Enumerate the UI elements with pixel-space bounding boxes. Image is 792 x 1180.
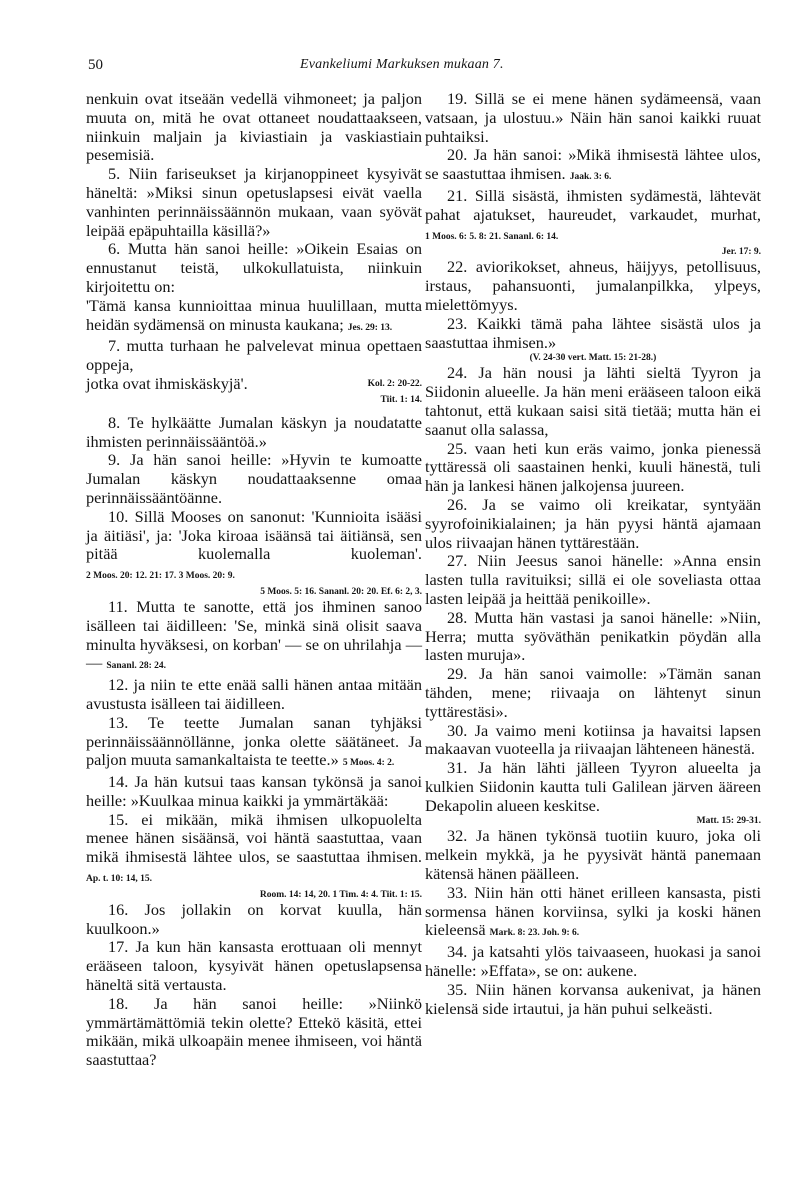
cross-reference: Mark. 8: 23. Joh. 9: 6. [489, 928, 580, 939]
quotation-line: jotka ovat ihmiskäskyjä'. Kol. 2: 20-22. [86, 373, 422, 393]
verse-7: 7. mutta turhaan he palvelevat minua opettaen oppeja, [86, 336, 422, 375]
verse-18: 18. Ja hän sanoi heille: »Niinkö ymmärtämättömiä tekin olette? Ettekö käsitä, ettei mikään, mikä ulkoapäin menee ihmiseen, voi häntä saastuttaa? [86, 993, 422, 1070]
verse-33: 33. Niin hän otti hänet erilleen kansasta, pisti sormensa hänen korviinsa, sylki ja koski hänen kieleensä Mark. 8: 23. Joh. 9: 6. [425, 882, 761, 940]
verse-34: 34. ja katsahti ylös taivaaseen, huokasi ja sanoi hänelle: »Effata», se on: aukene. [425, 942, 761, 981]
running-title: Evankeliumi Markuksen mukaan 7. [300, 57, 504, 72]
cross-reference: Jer. 17: 9. [721, 247, 761, 258]
verse-30: 30. Ja vaimo meni kotiinsa ja havaitsi lapsen makaavan vuoteella ja riivaajan lähteneen hänestä. [425, 720, 761, 759]
verse-13: 13. Te teette Jumalan sanan tyhjäksi perinnäissäännöllänne, jonka olette säätäneet. Ja paljon muuta samankaltaista te teette.» 5 Moos. 4: 2. [86, 712, 422, 770]
cross-reference: Kol. 2: 20-22. [367, 378, 422, 389]
verse-23: 23. Kaikki tämä paha lähtee sisästä ulos ja saastuttaa ihmisen.» [425, 313, 761, 352]
verse-10: 10. Sillä Mooses on sanonut: 'Kunnioita isääsi ja äitiäsi', ja: 'Joka kiroaa isäänsä tai äitiänsä, sen pitää kuolemalla kuoleman'. 2 Moos. 20: 12. 21: 17. 3 Moos. 20: 9. [86, 506, 422, 582]
cross-reference: Matt. 15: 29-31. [696, 816, 761, 827]
verse-16: 16. Jos jollakin on korvat kuulla, hän kuulkoon.» [86, 899, 422, 938]
verse-26: 26. Ja se vaimo oli kreikatar, syntyään syyrofoinikialainen; ja hän pyysi häntä ajamaan ulos riivaajan hänen tyttärestään. [425, 494, 761, 552]
verse-text: nenkuin ovat itseään vedellä vihmoneet; ja paljon muuta on, mitä he ovat ottaneet noudattaakseen, niinkuin maljain ja kiviastiain ja vaskiastiain pesemisiä. [86, 89, 422, 165]
quotation: 'Tämä kansa kunnioittaa minua huulillaan, mutta heidän sydämensä on minusta kaukana; Jes. 29: 13. [86, 295, 422, 334]
cross-reference: Ap. t. 10: 14, 15. [86, 874, 152, 885]
cross-reference: Tiit. 1: 14. [380, 394, 422, 405]
verse-14: 14. Ja hän kutsui taas kansan tykönsä ja sanoi heille: »Kuulkaa minua kaikki ja ymmärtäkää: [86, 772, 422, 810]
cross-reference: 5 Moos. 4: 2. [342, 758, 395, 769]
verse-32: 32. Ja hänen tykönsä tuotiin kuuro, joka oli melkein mykkä, ja he pyysivät häntä panemaan kätensä hänen päälleen. [425, 826, 761, 884]
verse-6: 6. Mutta hän sanoi heille: »Oikein Esaias on ennustanut teistä, ulkokullatuista, niinkuin kirjoitettu on: [86, 239, 422, 296]
verse-9: 9. Ja hän sanoi heille: »Hyvin te kumoatte Jumalan käskyn noudattaaksenne omaa perinnäissääntöänne. [86, 450, 422, 507]
left-column [86, 90, 422, 1070]
cross-reference: Sananl. 28: 24. [106, 661, 167, 672]
verse-5: 5. Niin fariseukset ja kirjanoppineet kysyivät häneltä: »Miksi sinun opetuslapsesi eivät vaella vanhinten perinnäissäännön mukaan, vaan syövät leipää epäpuhtailla käsillä?» [86, 164, 422, 240]
verse-27: 27. Niin Jeesus sanoi hänelle: »Anna ensin lasten tulla ravituiksi; sillä ei ole soveliasta ottaa lasten leipää ja heittää penikoille». [425, 551, 761, 608]
verse-35: 35. Niin hänen korvansa aukenivat, ja hänen kielensä side irtautui, ja hän puhui selkeästi. [425, 979, 761, 1018]
section-reference: (V. 24-30 vert. Matt. 15: 21-28.) [529, 353, 657, 364]
verse-21: 21. Sillä sisästä, ihmisten sydämestä, lähtevät pahat ajatukset, haureudet, varkaudet, murhat, 1 Moos. 6: 5. 8: 21. Sananl. 6: 14. [425, 185, 761, 242]
cross-reference: Jaak. 3: 6. [569, 172, 612, 183]
verse-11: 11. Mutta te sanotte, että jos ihminen sanoo isälleen tai äidilleen: 'Se, minkä sinä olisit saava minulta hyväksesi, on korban' — se on uhrilahja — — Sananl. 28: 24. [86, 596, 422, 673]
verse-24: 24. Ja hän nousi ja lähti sieltä Tyyron ja Siidonin alueelle. Ja hän meni erääseen taloon eikä tahtonut, että kukaan saisi sitä tietää; mutta hän ei saanut olla salassa, [425, 363, 761, 439]
verse-12: 12. ja niin te ette enää salli hänen antaa mitään avustusta isälleen tai äidilleen. [86, 675, 422, 713]
verse-20: 20. Ja hän sanoi: »Mikä ihmisestä lähtee ulos, se saastuttaa ihmisen. Jaak. 3: 6. [425, 145, 761, 184]
verse-29: 29. Ja hän sanoi vaimolle: »Tämän sanan tähden, mene; riivaaja on lähtenyt sinun tyttärestäsi». [425, 664, 761, 721]
verse-17: 17. Ja kun hän kansasta erottuaan oli mennyt erääseen taloon, kysyivät hänen opetuslapsensa häneltä sitä vertausta. [86, 937, 422, 995]
verse-22: 22. aviorikokset, ahneus, häijyys, petollisuus, irstaus, pahansuonti, jumalanpilkka, ylpeys, mielettömyys. [425, 257, 761, 314]
right-column [425, 90, 761, 1018]
verse-19: 19. Sillä se ei mene hänen sydämeensä, vaan vatsaan, ja ulostuu.» Näin hän sanoi kaikki ruuat puhtaiksi. [425, 89, 761, 146]
verse-28: 28. Mutta hän vastasi ja sanoi hänelle: »Niin, Herra; mutta syöväthän penikatkin pöydän alla lasten muruja». [425, 607, 761, 665]
cross-reference: 2 Moos. 20: 12. 21: 17. 3 Moos. 20: 9. [86, 571, 235, 582]
page-number: 50 [88, 57, 103, 73]
verse-15: 15. ei mikään, mikä ihmisen ulkopuolelta menee hänen sisäänsä, voi häntä saastuttaa, vaan mikä ihmisestä lähtee ulos, se saastuttaa ihmisen. Ap. t. 10: 14, 15. [86, 809, 422, 885]
cross-reference: Jes. 29: 13. [347, 322, 393, 333]
verse-31: 31. Ja hän lähti jälleen Tyyron alueelta ja kulkien Siidonin kautta tuli Galilean järven ääreen Dekapolin alueen keskitse. [425, 758, 761, 815]
cross-reference: 5 Moos. 5: 16. Sananl. 20: 20. Ef. 6: 2, 3. [260, 586, 422, 597]
cross-reference: Room. 14: 14, 20. 1 Tim. 4: 4. Tiit. 1: 15. [259, 889, 422, 900]
verse-8: 8. Te hylkäätte Jumalan käskyn ja noudatatte ihmisten perinnäissääntöä.» [86, 412, 422, 451]
verse-25: 25. vaan heti kun eräs vaimo, jonka pienessä tyttäressä oli saastainen henki, kuuli hänestä, tuli hän ja lankesi hänen jalkojensa juureen. [425, 438, 761, 496]
cross-reference: 1 Moos. 6: 5. 8: 21. Sananl. 6: 14. [425, 231, 559, 242]
